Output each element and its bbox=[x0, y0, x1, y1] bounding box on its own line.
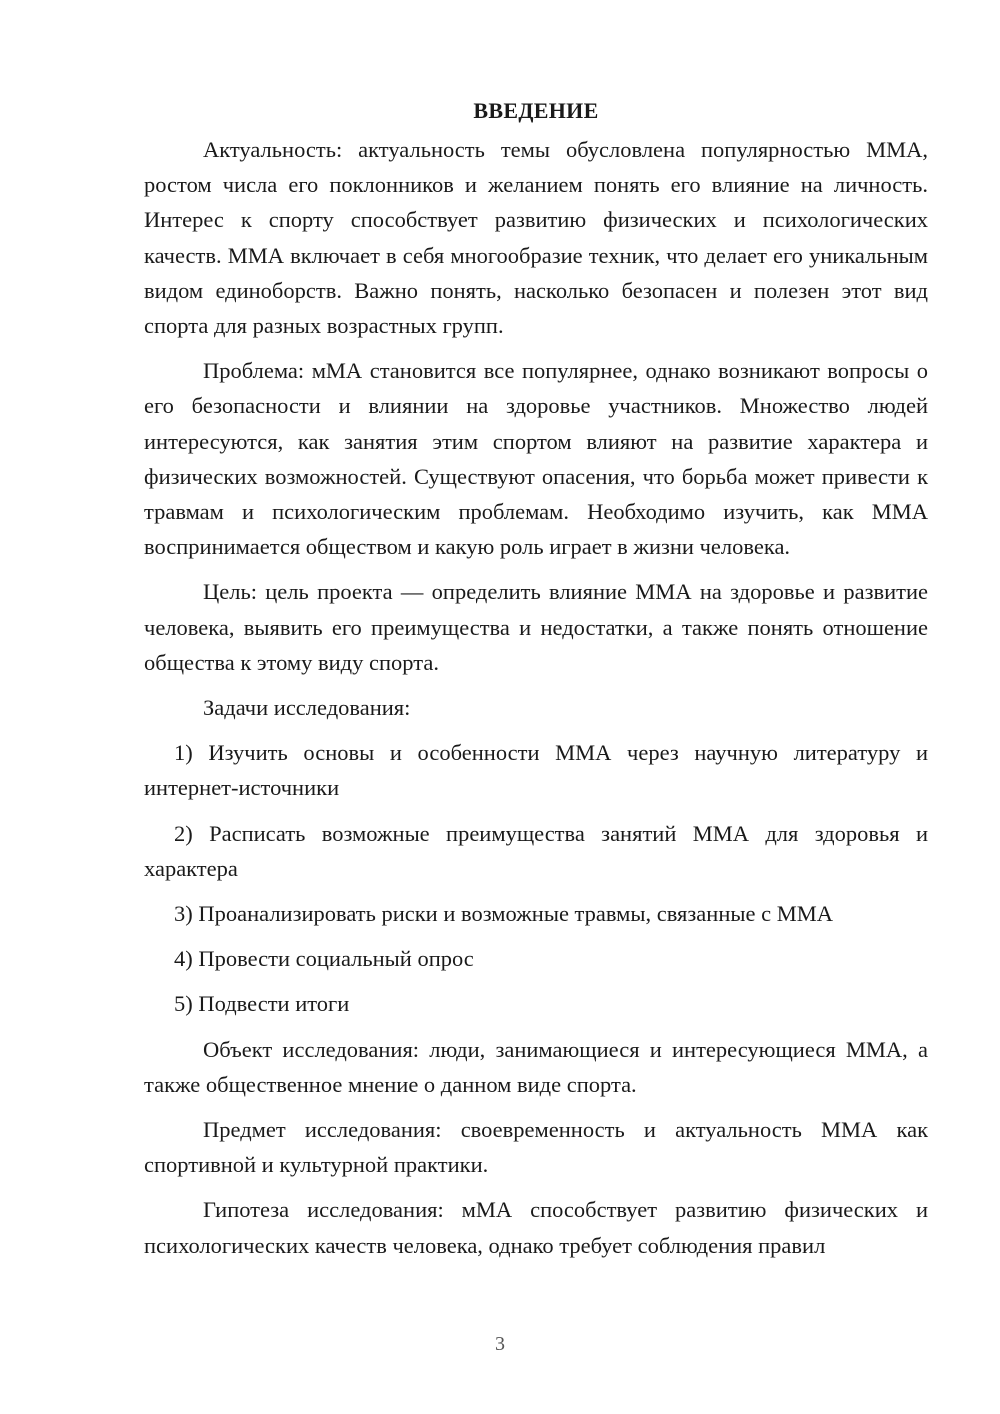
problem-paragraph: Проблема: мМА становится все популярнее, однако возникают вопросы о его безопасности и влиянии на здоровье участников. Множество людей интересуются, как занятия этим спортом влияют на развитие характера и физических возможностей. Существуют опасения, что борьба может привести к травмам и психологическим проблемам. Необходимо изучить, как ММА воспринимается обществом и какую роль играет в жизни человека. bbox=[144, 358, 928, 560]
goal-paragraph: Цель: цель проекта — определить влияние ММА на здоровье и развитие человека, выявить его преимущества и недостатки, а также понять отношение общества к этому виду спорта. bbox=[144, 579, 928, 675]
relevance-paragraph: Актуальность: актуальность темы обусловлена популярностью ММА, ростом числа его поклонников и желанием понять его влияние на личность. Интерес к спорту способствует развитию физических и психологических качеств. ММА включает в себя многообразие техник, что делает его уникальным видом единоборств. Важно понять, насколько безопасен и полезен этот вид спорта для разных возрастных групп. bbox=[144, 137, 928, 339]
section-heading: ВВЕДЕНИЕ bbox=[473, 98, 599, 123]
hypothesis-paragraph: Гипотеза исследования: мМА способствует развитию физических и психологических качеств человека, однако требует соблюдения правил bbox=[144, 1197, 928, 1258]
task-item-2: 2) Расписать возможные преимущества занятий ММА для здоровья и характера bbox=[144, 820, 928, 881]
task-item-5: 5) Подвести итоги bbox=[174, 991, 350, 1017]
object-paragraph: Объект исследования: люди, занимающиеся и интересующиеся ММА, а также общественное мнение о данном виде спорта. bbox=[144, 1036, 928, 1097]
task-item-3: 3) Проанализировать риски и возможные травмы, связанные с ММА bbox=[174, 901, 833, 927]
task-item-1: 1) Изучить основы и особенности ММА через научную литературу и интернет-источники bbox=[144, 740, 928, 801]
tasks-heading: Задачи исследования: bbox=[203, 695, 411, 721]
document-page bbox=[144, 96, 928, 1273]
page-number: 3 bbox=[495, 1333, 505, 1355]
subject-paragraph: Предмет исследования: своевременность и актуальность ММА как спортивной и культурной практики. bbox=[144, 1117, 928, 1178]
task-item-4: 4) Провести социальный опрос bbox=[174, 946, 474, 972]
